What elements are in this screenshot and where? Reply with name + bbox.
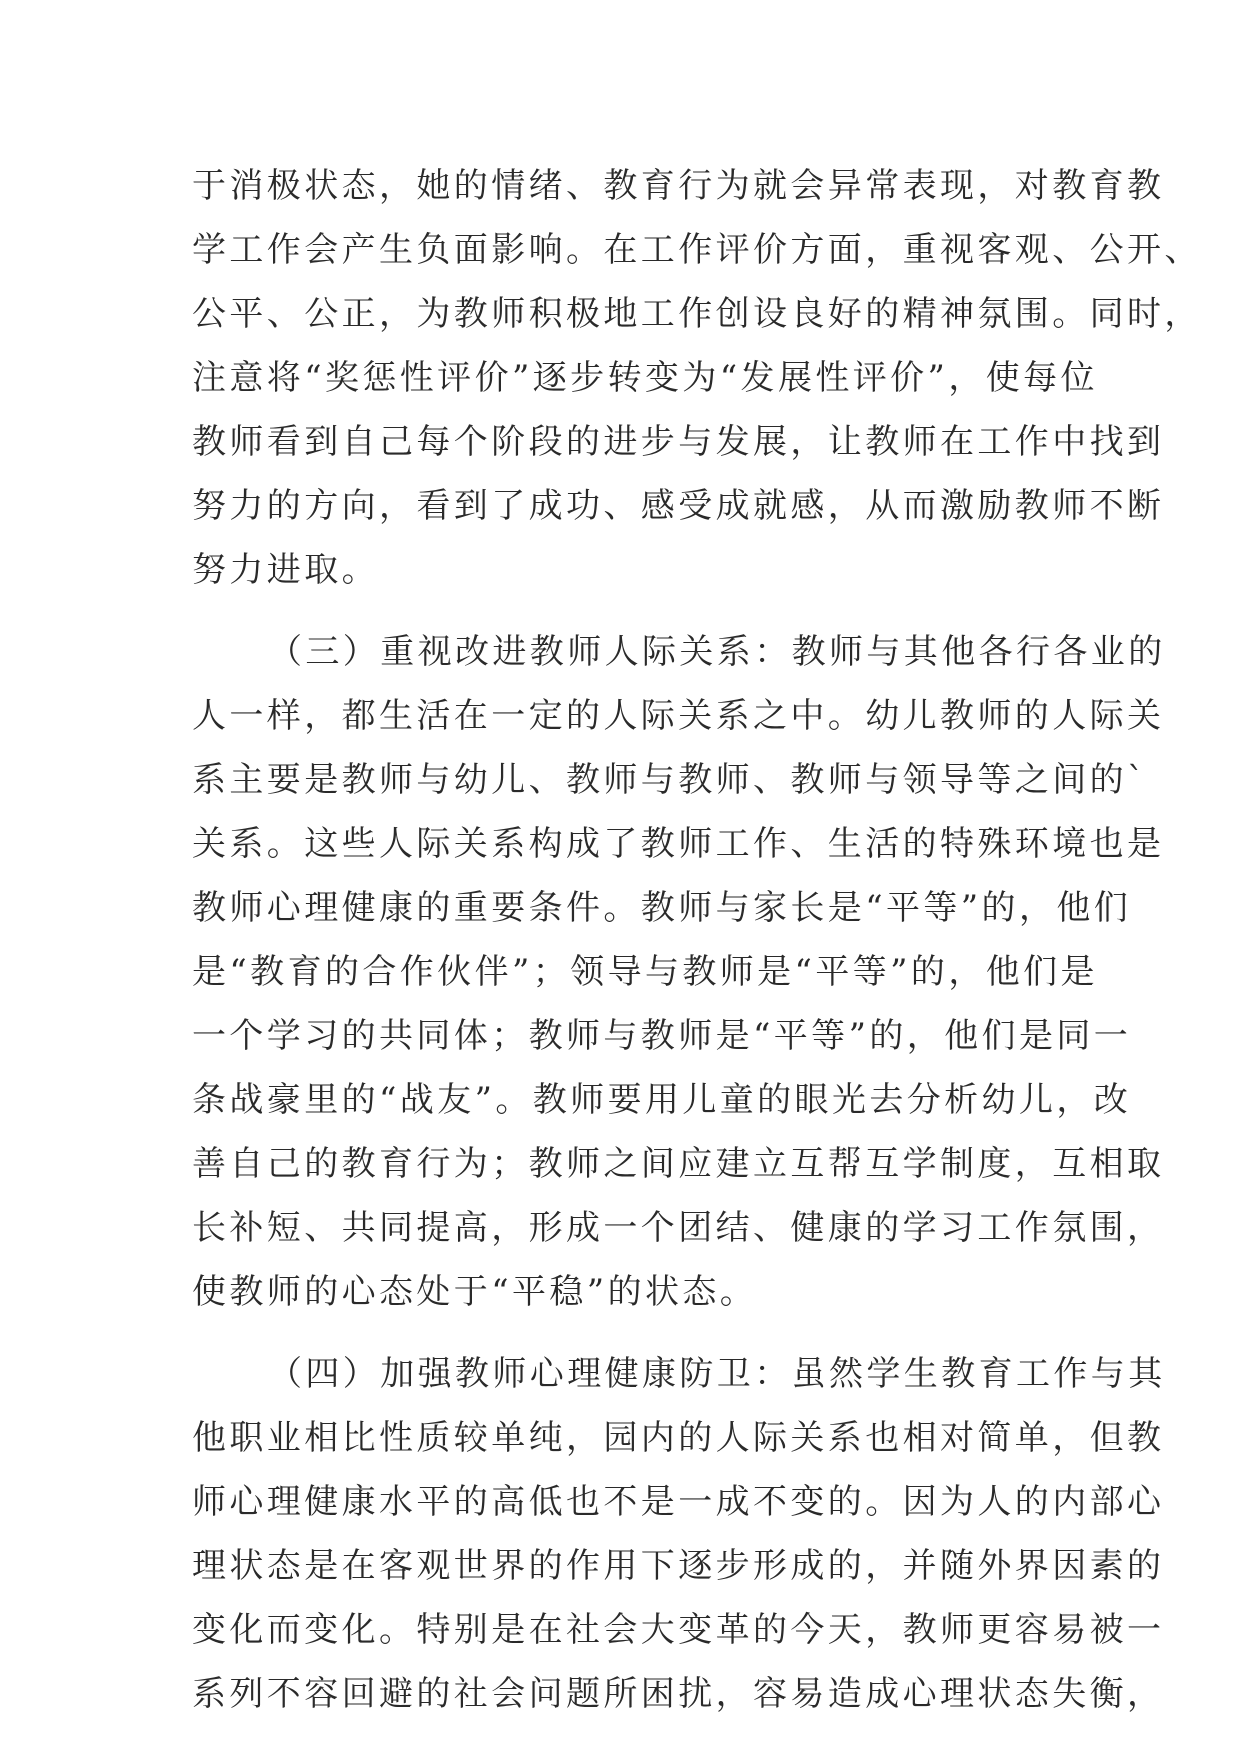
- paragraph-evaluation: [192, 154, 1202, 602]
- paragraph-interpersonal-relations: [192, 620, 1166, 1324]
- text-line: 他职业相比性质较单纯，园内的人际关系也相对简单，但教: [192, 1418, 1165, 1458]
- text-line: 师心理健康水平的高低也不是一成不变的。因为人的内部心: [192, 1482, 1165, 1522]
- text-line: 于消极状态，她的情绪、教育行为就会异常表现，对教育教: [192, 166, 1165, 206]
- text-line: 是“教育的合作伙伴”；领导与教师是“平等”的，他们是: [192, 952, 1098, 992]
- text-line: 变化而变化。特别是在社会大变革的今天，教师更容易被一: [192, 1610, 1165, 1650]
- text-line: 理状态是在客观世界的作用下逐步形成的，并随外界因素的: [192, 1546, 1165, 1586]
- text-line: 教师看到自己每个阶段的进步与发展，让教师在工作中找到: [192, 422, 1165, 462]
- text-line: 注意将“奖惩性评价”逐步转变为“发展性评价”，使每位: [192, 358, 1098, 398]
- text-line: 长补短、共同提高，形成一个团结、健康的学习工作氛围，: [192, 1208, 1165, 1248]
- text-line: 人一样，都生活在一定的人际关系之中。幼儿教师的人际关: [192, 696, 1165, 736]
- text-line: 公平、公正，为教师积极地工作创设良好的精神氛围。同时，: [192, 294, 1202, 334]
- text-line: 善自己的教育行为；教师之间应建立互帮互学制度，互相取: [192, 1144, 1165, 1184]
- paragraph-mental-health-defense: [192, 1342, 1166, 1726]
- text-line: 条战豪里的“战友”。教师要用儿童的眼光去分析幼儿，改: [192, 1080, 1132, 1120]
- section-heading-line: （四）加强教师心理健康防卫：虽然学生教育工作与其: [268, 1354, 1166, 1394]
- text-line: 系列不容回避的社会问题所困扰，容易造成心理状态失衡，: [192, 1674, 1165, 1714]
- text-line: 教师心理健康的重要条件。教师与家长是“平等”的，他们: [192, 888, 1132, 928]
- body-text: [192, 154, 1202, 1726]
- text-line: 一个学习的共同体；教师与教师是“平等”的，他们是同一: [192, 1016, 1132, 1056]
- text-line: 努力的方向，看到了成功、感受成就感，从而激励教师不断: [192, 486, 1165, 526]
- text-line: 系主要是教师与幼儿、教师与教师、教师与领导等之间的`: [192, 760, 1148, 800]
- text-line: 学工作会产生负面影响。在工作评价方面，重视客观、公开、: [192, 230, 1202, 270]
- section-heading-line: （三）重视改进教师人际关系：教师与其他各行各业的: [268, 632, 1166, 672]
- text-line: 努力进取。: [192, 550, 379, 590]
- text-line: 使教师的心态处于“平稳”的状态。: [192, 1272, 758, 1312]
- text-line: 关系。这些人际关系构成了教师工作、生活的特殊环境也是: [192, 824, 1165, 864]
